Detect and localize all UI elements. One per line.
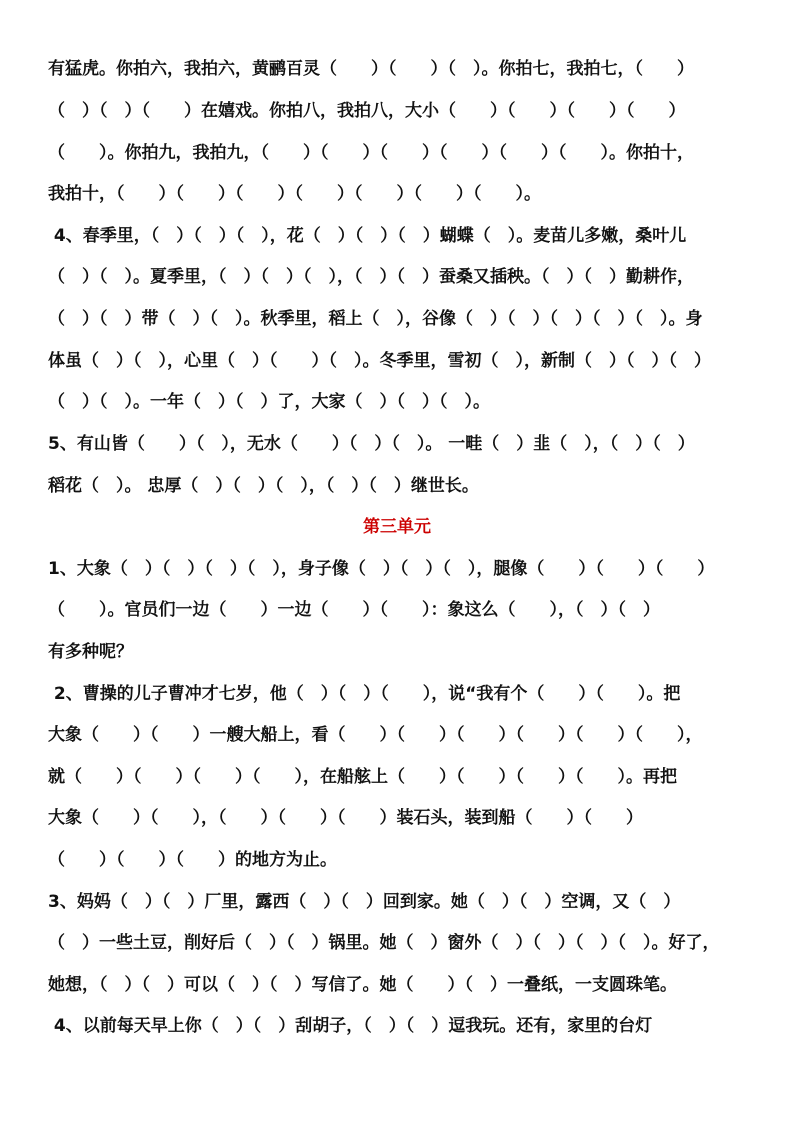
text-line: 大象（ ）（ ），（ ）（ ）（ ）装石头，装到船（ ）（ ） (48, 808, 643, 828)
text-line: 就（ ）（ ）（ ）（ ），在船舷上（ ）（ ）（ ）（ ）。再把 (48, 767, 677, 787)
text-line: （ ）。你拍九，我拍九，（ ）（ ）（ ）（ ）（ ）（ ）。你拍十， (48, 143, 694, 163)
text-line: （ ）。官员们一边（ ）一边（ ）（ ）：象这么（ ），（ ）（ ） (48, 600, 660, 620)
text-line: 2、曹操的儿子曹冲才七岁，他（ ）（ ）（ ），说“我有个（ ）（ ）。把 (48, 684, 681, 704)
text-line: 体虽（ ）（ ），心里（ ）（ ）（ ）。冬季里，雪初（ ），新制（ ）（ ）（ ） (48, 351, 711, 371)
text-line: 4、春季里，（ ）（ ）（ ），花（ ）（ ）（ ）蝴蝶（ ）。麦苗儿多嫩，桑叶儿 (48, 226, 687, 246)
text-line: 有多种呢？ (48, 642, 133, 662)
text-line: 5、有山皆（ ）（ ），无水（ ）（ ）（ ）。 一畦（ ）韭（ ），（ ）（ ） (48, 434, 695, 454)
text-line: （ ）（ ）（ ）在嬉戏。你拍八，我拍八，大小（ ）（ ）（ ）（ ） (48, 101, 686, 121)
section-title: 第三单元 (363, 517, 431, 537)
text-line: （ ）一些土豆，削好后（ ）（ ）锅里。她（ ）窗外（ ）（ ）（ ）（ ）。好了， (48, 933, 720, 953)
text-line: （ ）（ ）。一年（ ）（ ）了，大家（ ）（ ）（ ）。 (48, 392, 490, 412)
text-line: 稻花（ ）。 忠厚（ ）（ ）（ ），（ ）（ ）继世长。 (48, 476, 479, 496)
text-line: 4、以前每天早上你（ ）（ ）刮胡子，（ ）（ ）逗我玩。还有，家里的台灯 (48, 1016, 653, 1036)
text-line: 3、妈妈（ ）（ ）厂里，露西（ ）（ ）回到家。她（ ）（ ）空调，又（ ） (48, 892, 681, 912)
text-line: 她想，（ ）（ ）可以（ ）（ ）写信了。她（ ）（ ）一叠纸，一支圆珠笔。 (48, 975, 677, 995)
text-line: 1、大象（ ）（ ）（ ）（ ），身子像（ ）（ ）（ ），腿像（ ）（ ）（ ） (48, 559, 715, 579)
text-line: （ ）（ ）。夏季里，（ ）（ ）（ ），（ ）（ ）蚕桑又插秧。（ ）（ ）勤耕作， (48, 267, 694, 287)
text-line: （ ）（ ）（ ）的地方为止。 (48, 850, 337, 870)
text-line: 有猛虎。你拍六，我拍六，黄鹂百灵（ ）（ ）（ ）。你拍七，我拍七，（ ） (48, 59, 694, 79)
text-line: 大象（ ）（ ）一艘大船上，看（ ）（ ）（ ）（ ）（ ）（ ）， (48, 725, 703, 745)
text-line: （ ）（ ）带（ ）（ ）。秋季里，稻上（ ），谷像（ ）（ ）（ ）（ ）（ ）。身 (48, 309, 703, 329)
text-line: 我拍十，（ ）（ ）（ ）（ ）（ ）（ ）（ ）。 (48, 184, 541, 204)
